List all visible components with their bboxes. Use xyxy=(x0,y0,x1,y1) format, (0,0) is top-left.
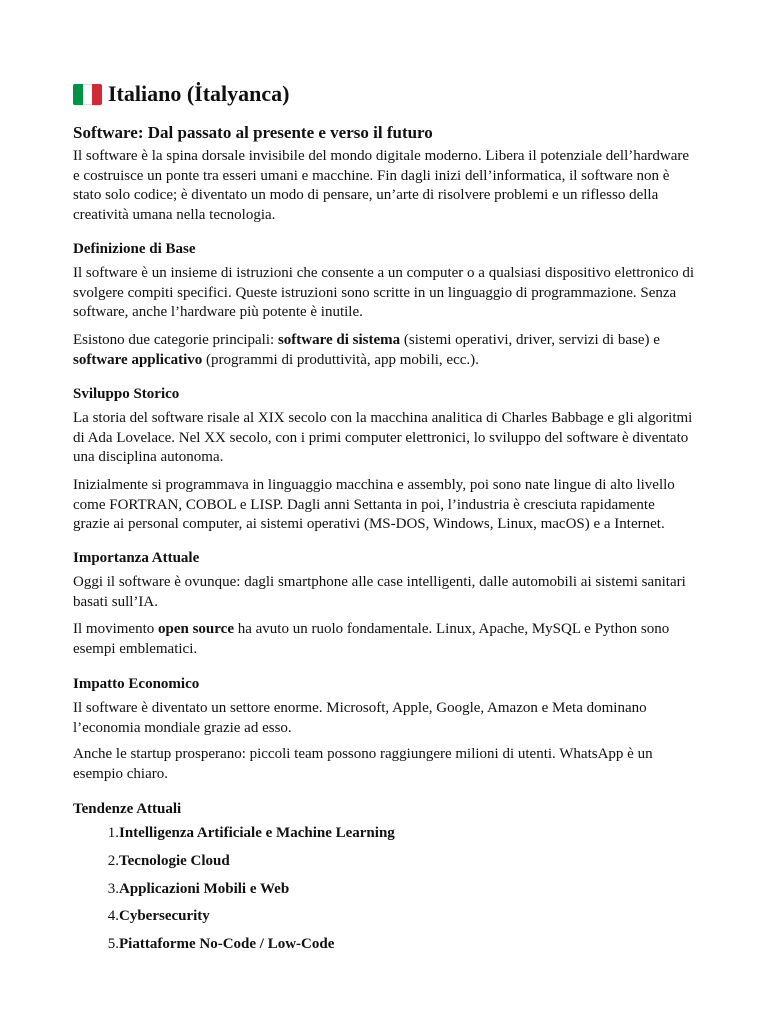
impatto-paragraph-1: Il software è diventato un settore enorme. Microsoft, Apple, Google, Amazon e Meta dominano l’economia mondiale grazie ad esso. xyxy=(73,700,647,736)
list-item-label: Applicazioni Mobili e Web xyxy=(119,880,290,897)
definizione-paragraph-2 xyxy=(73,331,695,370)
impatto-paragraph-2: Anche le startup prosperano: piccoli team possono raggiungere milioni di utenti. WhatsApp è un esempio chiaro. xyxy=(73,746,653,782)
importanza-paragraph-2 xyxy=(73,620,695,659)
flag-stripe-red xyxy=(92,84,102,105)
definizione-paragraph-1: Il software è un insieme di istruzioni che consente a un computer o a qualsiasi dispositivo elettronico di svolgere compiti specifici. Queste istruzioni sono scritte in un linguaggio di programmazione. Senza software, anche l’hardware più potente è inutile. xyxy=(73,265,695,320)
list-item-label: Piattaforme No-Code / Low-Code xyxy=(119,936,335,953)
text-run: (sistemi operativi, driver, servizi di base) e xyxy=(400,332,660,348)
section-heading-storico: Sviluppo Storico xyxy=(73,386,180,402)
bold-term-software-applicativo: software applicativo xyxy=(73,351,203,368)
section-heading-importanza: Importanza Attuale xyxy=(73,550,200,566)
list-item-label: Cybersecurity xyxy=(119,908,210,925)
storico-paragraph-2: Inizialmente si programmava in linguaggio macchina e assembly, poi sono nate lingue di alto livello come FORTRAN, COBOL e LISP. Dagli anni Settanta in poi, l’industria è cresciuta rapidamente grazie ai personal computer, ai sistemi operativi (MS-DOS, Windows, Linux, macOS) e a Internet. xyxy=(73,477,675,532)
list-item xyxy=(73,851,695,871)
list-item-number: 5. xyxy=(107,936,119,953)
list-item xyxy=(73,934,695,954)
list-item-label: Intelligenza Artificiale e Machine Learning xyxy=(119,825,395,841)
section-heading-definizione: Definizione di Base xyxy=(73,241,196,257)
list-item-number: 1. xyxy=(107,825,119,841)
storico-paragraph-1: La storia del software risale al XIX secolo con la macchina analitica di Charles Babbage e gli algoritmi di Ada Lovelace. Nel XX secolo, con i primi computer elettronici, lo sviluppo del software è diventato una disciplina autonoma. xyxy=(73,410,693,465)
text-run: Il movimento xyxy=(73,621,158,637)
list-item xyxy=(73,906,695,926)
list-item-number: 3. xyxy=(107,880,119,897)
document-subtitle: Software: Dal passato al presente e verso il futuro xyxy=(73,123,433,142)
flag-stripe-green xyxy=(73,84,83,105)
section-heading-tendenze: Tendenze Attuali xyxy=(73,801,182,817)
text-run: (programmi di produttività, app mobili, ecc.). xyxy=(202,351,479,368)
bold-term-software-di-sistema: software di sistema xyxy=(277,332,401,348)
text-run: Esistono due categorie principali: xyxy=(73,332,278,348)
page-title-text: Italiano (İtalyanca) xyxy=(108,81,290,106)
italy-flag-icon xyxy=(73,84,102,105)
section-heading-impatto: Impatto Economico xyxy=(73,676,200,692)
list-item xyxy=(73,823,695,843)
bold-term-open-source: open source xyxy=(158,621,234,637)
page-title xyxy=(73,80,290,108)
trends-list xyxy=(73,823,695,962)
list-item-number: 2. xyxy=(107,852,119,869)
list-item xyxy=(73,879,695,899)
text-run: ha avuto un ruolo fondamentale. Linux, Apache, MySQL e Python sono esempi emblematici. xyxy=(73,621,670,657)
intro-paragraph: Il software è la spina dorsale invisibile del mondo digitale moderno. Libera il potenziale dell’hardware e costruisce un ponte tra esseri umani e macchine. Fin dagli inizi dell’informatica, il software non è stato solo codice; è diventato un modo di pensare, un’arte di risolvere problemi e un riflesso della creatività umana nella tecnologia. xyxy=(73,148,690,223)
flag-stripe-white xyxy=(83,84,93,105)
list-item-number: 4. xyxy=(107,908,119,925)
importanza-paragraph-1: Oggi il software è ovunque: dagli smartphone alle case intelligenti, dalle automobili ai sistemi sanitari basati sull’IA. xyxy=(73,574,686,610)
list-item-label: Tecnologie Cloud xyxy=(119,852,230,869)
